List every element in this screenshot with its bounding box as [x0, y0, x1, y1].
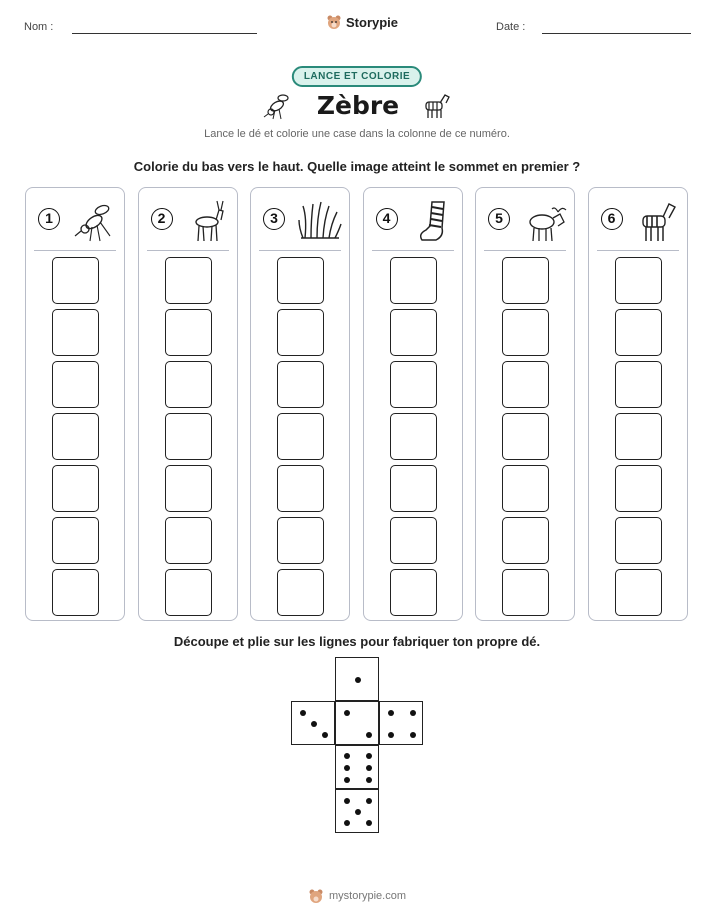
- color-cell[interactable]: [390, 413, 437, 460]
- pip: [344, 765, 350, 771]
- pip: [388, 732, 394, 738]
- title-row: [0, 90, 714, 120]
- pip: [366, 765, 372, 771]
- die-face-2: [335, 701, 379, 745]
- color-cell[interactable]: [277, 309, 324, 356]
- color-cell[interactable]: [615, 309, 662, 356]
- column-number: 3: [263, 208, 285, 230]
- date-line[interactable]: [542, 33, 691, 34]
- die-face-4: [379, 701, 423, 745]
- color-cell[interactable]: [165, 309, 212, 356]
- pip: [366, 753, 372, 759]
- bear-logo-icon: [326, 14, 342, 30]
- subtitle: Lance le dé et colorie une case dans la colonne de ce numéro.: [204, 128, 510, 140]
- pip: [366, 798, 372, 804]
- color-cell[interactable]: [277, 465, 324, 512]
- color-cell[interactable]: [390, 569, 437, 616]
- color-cell[interactable]: [502, 569, 549, 616]
- pip: [344, 798, 350, 804]
- footer: [0, 888, 714, 904]
- pip: [344, 753, 350, 759]
- column-6: [588, 187, 688, 621]
- color-cell[interactable]: [52, 309, 99, 356]
- pip: [355, 809, 361, 815]
- color-cell[interactable]: [615, 465, 662, 512]
- color-cell[interactable]: [615, 413, 662, 460]
- pip: [344, 777, 350, 783]
- color-cell[interactable]: [502, 309, 549, 356]
- column-header: [372, 198, 454, 251]
- mosquito-icon: [263, 90, 295, 120]
- color-cell[interactable]: [52, 517, 99, 564]
- color-cell[interactable]: [165, 257, 212, 304]
- bear-logo-icon: [308, 888, 324, 904]
- zebra-icon: [421, 90, 451, 120]
- pip: [322, 732, 328, 738]
- column-2: [138, 187, 238, 621]
- mosquito-icon: [72, 198, 118, 244]
- die-face-3: [291, 701, 335, 745]
- name-label: Nom :: [24, 21, 54, 33]
- color-cell[interactable]: [390, 465, 437, 512]
- column-header: [484, 198, 566, 251]
- grass-icon: [297, 198, 343, 244]
- pip: [300, 710, 306, 716]
- pip: [355, 677, 361, 683]
- column-1: [25, 187, 125, 621]
- color-cell[interactable]: [390, 309, 437, 356]
- color-cell[interactable]: [502, 413, 549, 460]
- column-header: [597, 198, 679, 251]
- column-5: [475, 187, 575, 621]
- color-cell[interactable]: [165, 361, 212, 408]
- color-cell[interactable]: [165, 465, 212, 512]
- gazelle-icon: [185, 198, 231, 244]
- pip: [366, 732, 372, 738]
- column-header: [34, 198, 116, 251]
- color-cell[interactable]: [277, 361, 324, 408]
- color-cell[interactable]: [277, 257, 324, 304]
- instruction-top: Colorie du bas vers le haut. Quelle image atteint le sommet en premier ?: [133, 159, 581, 174]
- activity-badge: LANCE ET COLORIE: [292, 66, 422, 87]
- zebra-icon: [635, 198, 681, 244]
- column-number: 2: [151, 208, 173, 230]
- logo-text: Storypie: [346, 14, 399, 30]
- footer-text: mystorypie.com: [328, 890, 407, 902]
- color-cell[interactable]: [502, 361, 549, 408]
- die-face-6: [335, 745, 379, 789]
- color-cell[interactable]: [52, 413, 99, 460]
- color-cell[interactable]: [502, 257, 549, 304]
- color-cell[interactable]: [277, 413, 324, 460]
- name-line[interactable]: [72, 33, 257, 34]
- color-cell[interactable]: [277, 569, 324, 616]
- color-cell[interactable]: [615, 517, 662, 564]
- column-number: 6: [601, 208, 623, 230]
- page-title: Zèbre: [316, 90, 400, 120]
- pip: [366, 777, 372, 783]
- pip: [388, 710, 394, 716]
- color-cell[interactable]: [390, 361, 437, 408]
- pip: [311, 721, 317, 727]
- color-cell[interactable]: [165, 517, 212, 564]
- color-cell[interactable]: [52, 465, 99, 512]
- color-cell[interactable]: [390, 517, 437, 564]
- pip: [366, 820, 372, 826]
- die-face-1: [335, 657, 379, 701]
- instruction-die: Découpe et plie sur les lignes pour fabriquer ton propre dé.: [173, 634, 541, 649]
- pip: [410, 710, 416, 716]
- color-cell[interactable]: [52, 569, 99, 616]
- color-cell[interactable]: [165, 569, 212, 616]
- column-4: [363, 187, 463, 621]
- color-cell[interactable]: [502, 517, 549, 564]
- color-cell[interactable]: [52, 361, 99, 408]
- pip: [410, 732, 416, 738]
- zebra-leg-icon: [410, 198, 456, 244]
- color-cell[interactable]: [277, 517, 324, 564]
- color-cell[interactable]: [52, 257, 99, 304]
- storypie-logo: [326, 14, 398, 30]
- column-number: 5: [488, 208, 510, 230]
- color-cell[interactable]: [615, 569, 662, 616]
- color-cell[interactable]: [502, 465, 549, 512]
- column-number: 4: [376, 208, 398, 230]
- color-cell[interactable]: [165, 413, 212, 460]
- column-header: [259, 198, 341, 251]
- color-cell[interactable]: [615, 361, 662, 408]
- pip: [344, 820, 350, 826]
- wildebeest-icon: [522, 198, 568, 244]
- pip: [344, 710, 350, 716]
- column-header: [147, 198, 229, 251]
- column-3: [250, 187, 350, 621]
- color-cell[interactable]: [615, 257, 662, 304]
- color-cell[interactable]: [390, 257, 437, 304]
- die-face-5: [335, 789, 379, 833]
- column-number: 1: [38, 208, 60, 230]
- date-label: Date :: [496, 21, 526, 33]
